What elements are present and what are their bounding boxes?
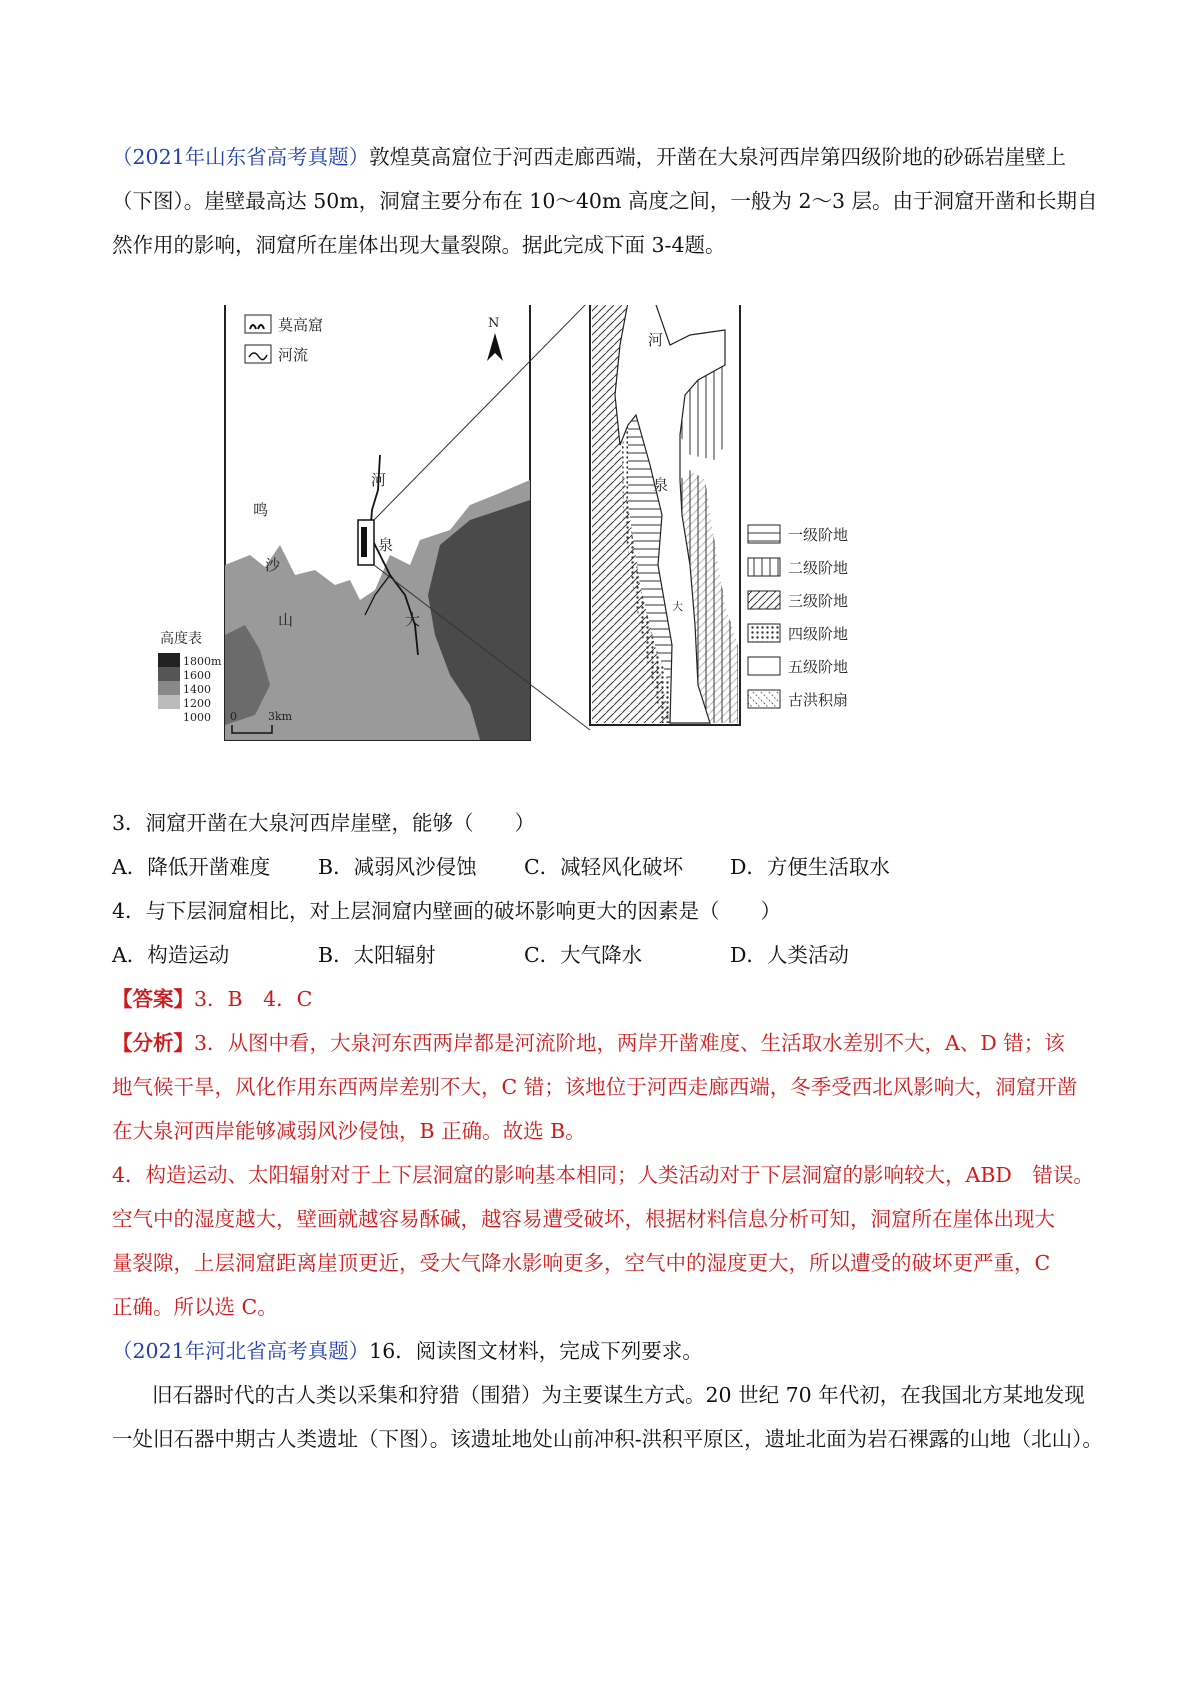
q16-paragraph-1: 旧石器时代的古人类以采集和狩猎（围猎）为主要谋生方式。20 世纪 70 年代初，在我国北方某地发现 — [152, 1383, 1085, 1407]
analysis-tag: 【分析】 — [112, 1031, 194, 1055]
elev-tick-5: 1000 — [183, 711, 211, 724]
terrace-swatch-2 — [748, 558, 780, 576]
river-char-c: 大 — [405, 611, 421, 629]
elevation-title: 高度表 — [160, 631, 202, 647]
q1-intro-line-3: 然作用的影响，洞窟所在崖体出现大量裂隙。据此完成下面 3-4题。 — [112, 233, 726, 257]
q3-stem: 3．洞窟开凿在大泉河西岸崖壁，能够（ ） — [112, 811, 536, 835]
legend-river-swatch — [245, 345, 271, 363]
inset-char-mid: 泉 — [653, 476, 669, 494]
terrace-swatch-6 — [748, 690, 780, 708]
legend-cave-label: 莫高窟 — [278, 316, 324, 334]
legend-river-label: 河流 — [278, 346, 309, 364]
elev-tick-3: 1400 — [183, 683, 211, 696]
elev-tick-1: 1800m — [183, 655, 222, 668]
q1-intro-line-1 — [112, 142, 1092, 172]
legend-cave-swatch — [245, 315, 271, 333]
terrace-label-4: 四级阶地 — [788, 625, 849, 643]
terrace-swatch-4 — [748, 624, 780, 642]
terrace-swatch-1 — [748, 525, 780, 543]
analysis-text-1: 3．从图中看，大泉河东西两岸都是河流阶地，两岸开凿难度、生活取水差别不大，A、D 错；该 — [194, 1031, 1065, 1055]
q4-option-d: D．人类活动 — [730, 943, 849, 967]
q1-intro-text-1: 敦煌莫高窟位于河西走廊西端，开凿在大泉河西岸第四级阶地的砂砾岩崖壁上 — [369, 145, 1067, 169]
answer-line — [112, 984, 1092, 1014]
analysis-line-1 — [112, 1028, 1092, 1058]
analysis-line-7: 正确。所以选 C。 — [112, 1295, 278, 1319]
mogao-map-figure — [150, 305, 1030, 805]
q16-source: （2021年河北省高考真题） — [112, 1339, 370, 1363]
q3-option-a: A．降低开凿难度 — [112, 855, 271, 879]
q4-option-c: C．大气降水 — [524, 943, 643, 967]
analysis-line-3: 在大泉河西岸能够减弱风沙侵蚀，B 正确。故选 B。 — [112, 1119, 586, 1143]
scale-zero: 0 — [230, 710, 237, 723]
scale-dist: 3km — [268, 710, 293, 723]
q16-stem: 16．阅读图文材料，完成下列要求。 — [369, 1339, 703, 1363]
inset-char-bottom: 大 — [672, 600, 683, 613]
q4-option-b: B．太阳辐射 — [318, 943, 436, 967]
terrace-label-2: 二级阶地 — [788, 559, 849, 577]
answer-text: 3．B 4．C — [194, 987, 313, 1011]
analysis-line-2: 地气候干旱，风化作用东西两岸差别不大，C 错；该地位于河西走廊西端，冬季受西北风影响大，洞窟开凿 — [112, 1075, 1078, 1099]
river-char-b: 泉 — [378, 536, 394, 554]
terrace-label-5: 五级阶地 — [788, 658, 849, 676]
river-char-a: 河 — [371, 471, 387, 489]
answer-tag: 【答案】 — [112, 987, 194, 1011]
mountain-char-b: 沙 — [265, 556, 281, 574]
north-label: N — [488, 316, 500, 331]
analysis-line-6: 量裂隙，上层洞窟距离崖顶更近，受大气降水影响更多，空气中的湿度更大，所以遭受的破坏更严重，C — [112, 1251, 1051, 1275]
q1-intro-line-2: （下图）。崖壁最高达 50m，洞窟主要分布在 10～40m 高度之间，一般为 2～3 层。由于洞窟开凿和长期自 — [112, 189, 1098, 213]
q16-paragraph-2: 一处旧石器中期古人类遗址（下图）。该遗址地处山前冲积-洪积平原区，遗址北面为岩石裸露的山地（北山）。 — [112, 1427, 1103, 1451]
q3-option-b: B．减弱风沙侵蚀 — [318, 855, 477, 879]
analysis-line-5: 空气中的湿度越大，壁画就越容易酥碱，越容易遭受破坏，根据材料信息分析可知，洞窟所在崖体出现大 — [112, 1207, 1055, 1231]
terrace-swatch-3 — [748, 591, 780, 609]
inset-char-top: 河 — [648, 331, 664, 349]
elev-tick-2: 1600 — [183, 669, 211, 682]
q4-stem: 4．与下层洞窟相比，对上层洞窟内壁画的破坏影响更大的因素是（ ） — [112, 899, 782, 923]
mountain-char-c: 山 — [278, 611, 294, 629]
cave-mark — [361, 527, 367, 557]
terrace-label-3: 三级阶地 — [788, 592, 849, 610]
q1-source: （2021年山东省高考真题） — [112, 145, 370, 169]
map-svg — [150, 305, 1030, 805]
elev-tick-4: 1200 — [183, 697, 211, 710]
q16-line — [112, 1336, 1092, 1366]
q4-option-a: A．构造运动 — [112, 943, 230, 967]
q3-option-d: D．方便生活取水 — [730, 855, 890, 879]
mountain-char-a: 鸣 — [253, 501, 269, 519]
terrace-label-1: 一级阶地 — [788, 526, 849, 544]
q3-option-c: C．减轻风化破坏 — [524, 855, 684, 879]
terrace-swatch-5 — [748, 657, 780, 675]
terrace-label-6: 古洪积扇 — [788, 691, 849, 709]
analysis-line-4: 4．构造运动、太阳辐射对于上下层洞窟的影响基本相同；人类活动对于下层洞窟的影响较大，ABD 错误。 — [112, 1163, 1094, 1187]
